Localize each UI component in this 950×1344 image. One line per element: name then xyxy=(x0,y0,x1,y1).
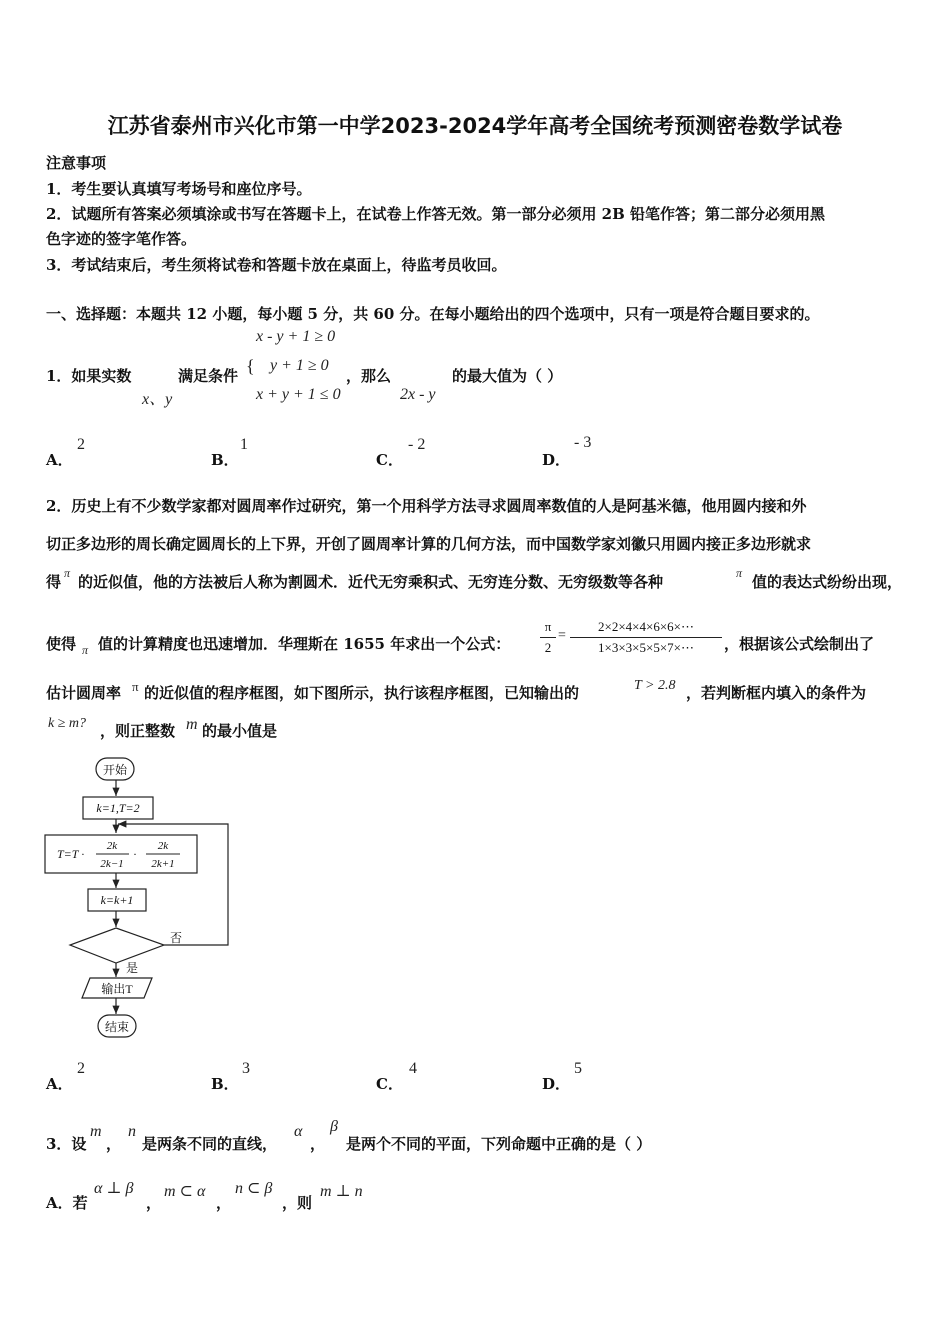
flow-f1-den: 2k−1 xyxy=(100,858,124,870)
q1-text-2: 满足条件 xyxy=(178,367,239,385)
q2-line-3c: 值的表达式纷纷出现， xyxy=(752,573,903,591)
q2-option-c-label: C． xyxy=(376,1075,403,1093)
q3-text-1: 3．设 xyxy=(46,1135,87,1153)
q3-option-a-result: m ⊥ n xyxy=(320,1183,363,1200)
q1-option-d-label: D． xyxy=(542,451,571,469)
flow-end-label: 结束 xyxy=(104,1020,130,1034)
notice-item-1: 1．考生要认真填写考场号和座位序号。 xyxy=(46,180,312,198)
formula-rhs-den: 1×3×3×5×5×7×⋯ xyxy=(598,640,694,655)
notice-item-2-cont: 色字迹的签字笔作答。 xyxy=(46,230,197,248)
q2-line-5b: 的近似值的程序框图，如下图所示，执行该程序框图，已知输出的 xyxy=(144,684,580,702)
q2-pi-1: π xyxy=(64,566,71,580)
formula-lhs-num: π xyxy=(544,619,552,634)
q3-n: n xyxy=(128,1123,136,1140)
q2-line-5a: 估计圆周率 xyxy=(46,684,122,702)
q3-option-a-cond-2: m ⊂ α xyxy=(164,1183,206,1200)
q2-line-2: 切正多边形的周长确定圆周长的上下界，开创了圆周率计算的几何方法，而中国数学家刘徽只用圆内接正多边形就求 xyxy=(46,535,812,553)
q3-option-a-cond-1: α ⊥ β xyxy=(94,1180,134,1197)
q2-option-a-value: 2 xyxy=(77,1060,85,1077)
q3-comma-2: ， xyxy=(310,1135,326,1153)
q2-line-3a: 得 xyxy=(46,573,62,591)
q1-text-4: 的最大值为（ ） xyxy=(452,367,563,385)
q1-brace: { xyxy=(246,356,255,376)
formula-lhs-bar xyxy=(540,637,556,638)
q1-vars: x、y xyxy=(142,391,173,408)
flow-f1-num: 2k xyxy=(106,840,118,852)
q1-option-b-label: B． xyxy=(211,451,239,469)
q2-line-1: 2．历史上有不少数学家都对圆周率作过研究，第一个用科学方法寻求圆周率数值的人是阿基米德，他用圆内接和外 xyxy=(46,497,807,515)
q1-text-1: 1．如果实数 xyxy=(46,367,132,385)
page-title: 江苏省泰州市兴化市第一中学2023-2024学年高考全国统考预测密卷数学试卷 xyxy=(107,114,843,138)
formula-eq: = xyxy=(558,628,566,643)
q1-option-a-label: A． xyxy=(46,451,73,469)
flow-output-label: 输出T xyxy=(101,982,133,996)
q3-option-a-comma-2: ， xyxy=(216,1194,232,1212)
q3-text-3: 是两个不同的平面，下列命题中正确的是（ ） xyxy=(346,1135,652,1153)
q1-cond-1: x - y + 1 ≥ 0 xyxy=(256,328,336,345)
q2-option-a-label: A． xyxy=(46,1075,73,1093)
q2-option-d-value: 5 xyxy=(574,1060,582,1077)
notice-item-3: 3．考试结束后，考生须将试卷和答题卡放在桌面上，待监考员收回。 xyxy=(46,256,507,274)
q2-k-cond: k ≥ m? xyxy=(48,716,87,731)
q2-line-6a: ，则正整数 xyxy=(100,722,176,740)
q2-option-b-value: 3 xyxy=(242,1060,250,1077)
section-heading: 一、选择题：本题共 12 小题，每小题 5 分，共 60 分。在每小题给出的四个选项中，只有一项是符合题目要求的。 xyxy=(46,305,820,323)
q3-comma-1: ， xyxy=(106,1135,122,1153)
flow-decision-shape xyxy=(70,928,164,963)
flow-update-lhs: T=T · xyxy=(57,847,85,861)
q2-pi-4: π xyxy=(132,679,139,694)
q2-option-c-value: 4 xyxy=(409,1060,417,1077)
q2-line-4a: 使得 xyxy=(46,635,77,653)
flowchart xyxy=(40,750,240,1045)
q2-m: m xyxy=(186,716,198,733)
q2-line-5c: ，若判断框内填入的条件为 xyxy=(686,684,867,702)
q1-option-c-value: - 2 xyxy=(408,436,426,453)
q1-text-3: ，那么 xyxy=(346,367,392,385)
q2-line-4c: ，根据该公式绘制出了 xyxy=(724,635,875,653)
q2-pi-3: π xyxy=(82,643,89,657)
q3-beta: β xyxy=(330,1118,338,1135)
q2-pi-2: π xyxy=(736,566,743,580)
q3-text-2: 是两条不同的直线， xyxy=(142,1135,278,1153)
q3-option-a-cond-3: n ⊂ β xyxy=(235,1180,273,1197)
notice-heading: 注意事项 xyxy=(46,154,107,172)
q3-option-a-label: A．若 xyxy=(46,1194,88,1212)
flow-init-label: k=1,T=2 xyxy=(96,801,140,815)
q1-option-d-value: - 3 xyxy=(574,434,592,451)
q3-option-a-then: ，则 xyxy=(282,1194,313,1212)
q1-cond-2: y + 1 ≥ 0 xyxy=(270,357,329,374)
formula-rhs-bar xyxy=(570,637,722,638)
formula-rhs-num: 2×2×4×4×6×6×⋯ xyxy=(598,619,694,634)
flow-f2-den: 2k+1 xyxy=(151,858,175,870)
q2-option-d-label: D． xyxy=(542,1075,571,1093)
flow-no-label: 否 xyxy=(170,931,183,945)
q3-option-a-comma-1: ， xyxy=(146,1194,162,1212)
q1-option-b-value: 1 xyxy=(240,436,248,453)
formula-lhs-den: 2 xyxy=(544,640,552,655)
flow-yes-label: 是 xyxy=(126,961,139,975)
q3-alpha: α xyxy=(294,1123,303,1140)
q2-line-6b: 的最小值是 xyxy=(202,722,278,740)
q2-line-3b: 的近似值，他的方法被后人称为割圆术．近代无穷乘积式、无穷连分数、无穷级数等各种 xyxy=(78,573,664,591)
q2-option-b-label: B． xyxy=(211,1075,239,1093)
q1-expr: 2x - y xyxy=(400,386,436,403)
flow-dot: · xyxy=(133,847,137,861)
notice-item-2: 2．试题所有答案必须填涂或书写在答题卡上，在试卷上作答无效。第一部分必须用 2B 铅笔作答；第二部分必须用黑 xyxy=(46,205,826,223)
q2-t-cond: T > 2.8 xyxy=(634,678,676,693)
flow-start-label: 开始 xyxy=(102,763,128,777)
q3-m: m xyxy=(90,1123,102,1140)
q1-cond-3: x + y + 1 ≤ 0 xyxy=(256,386,341,403)
flow-inc-label: k=k+1 xyxy=(100,893,134,907)
q2-line-4b: 值的计算精度也迅速增加．华理斯在 1655 年求出一个公式： xyxy=(98,635,511,653)
q1-option-c-label: C． xyxy=(376,451,403,469)
flow-f2-num: 2k xyxy=(157,840,169,852)
q1-option-a-value: 2 xyxy=(77,436,85,453)
